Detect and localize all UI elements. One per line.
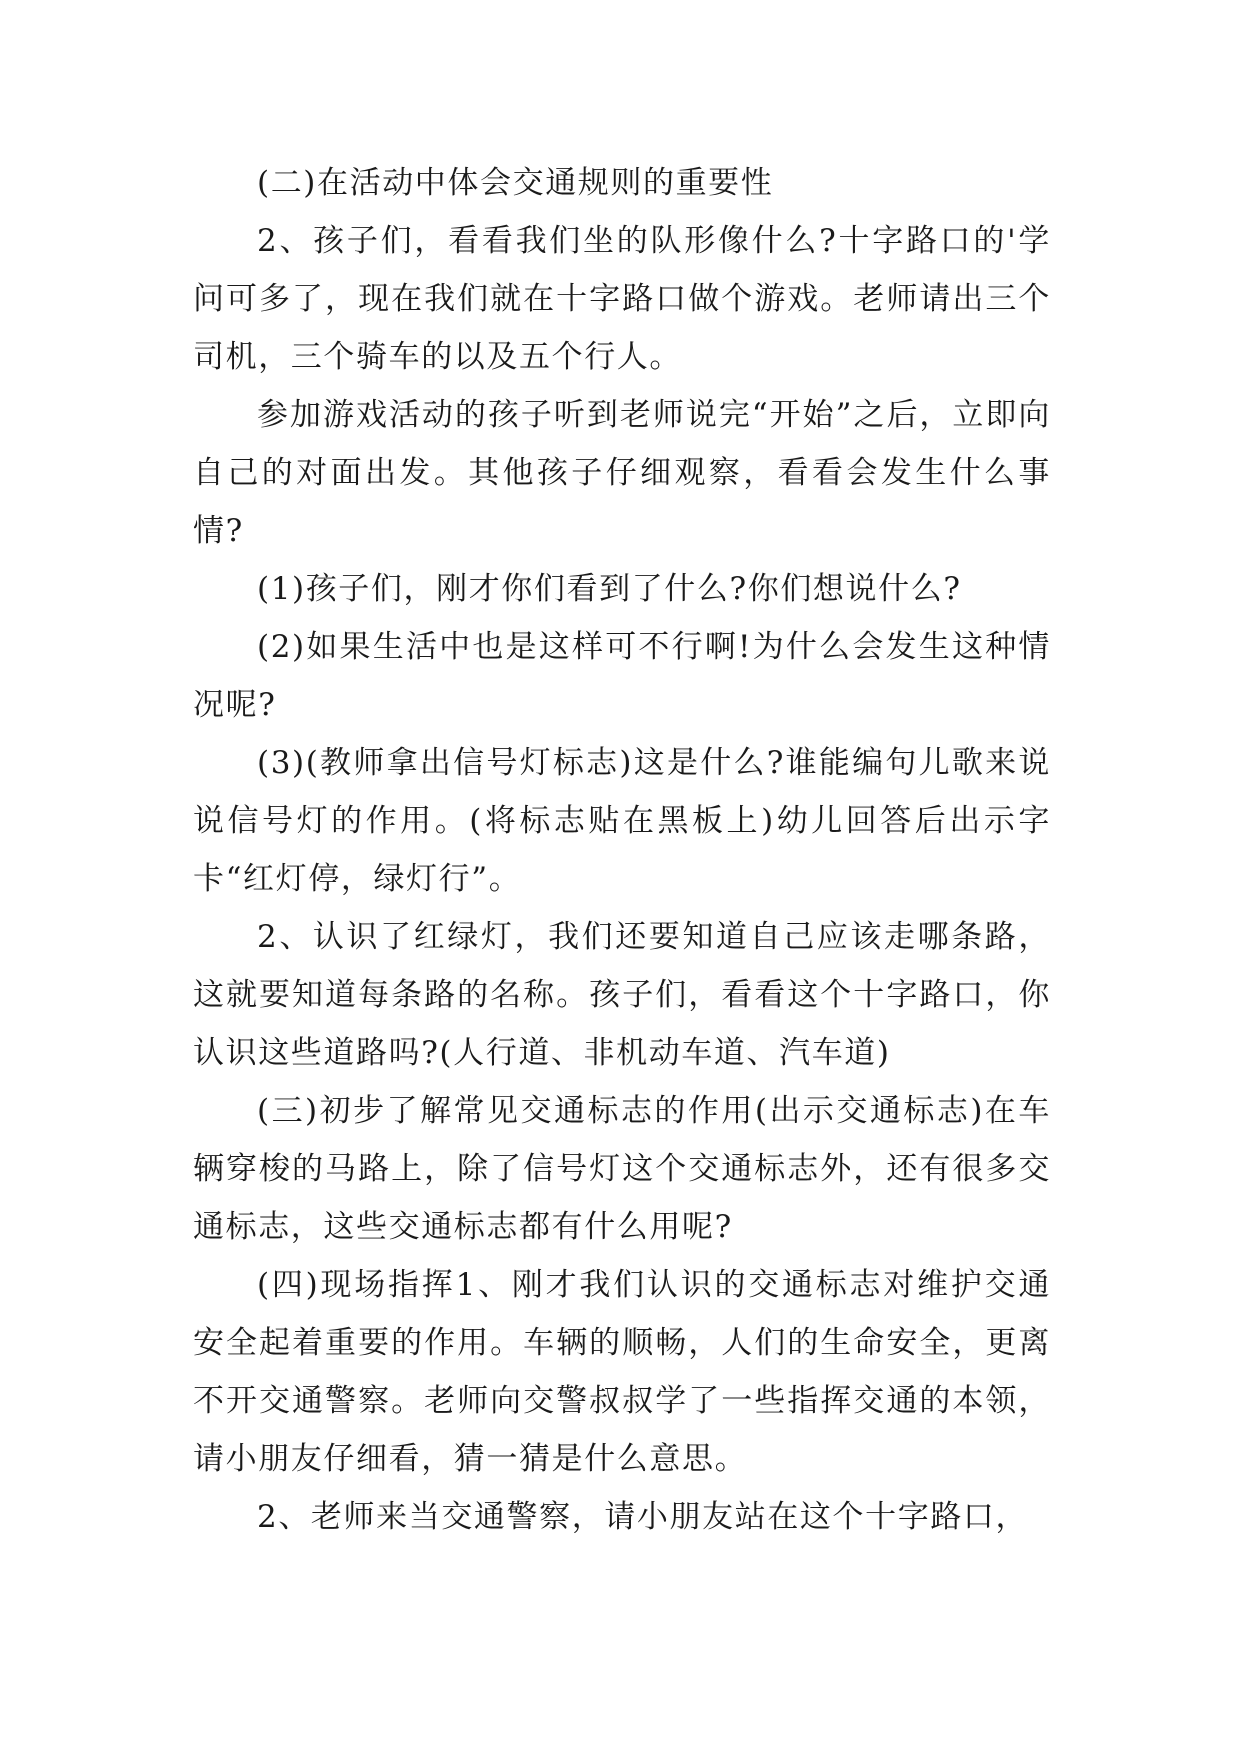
paragraph-teacher-police: 2、老师来当交通警察，请小朋友站在这个十字路口， [257,1499,1029,1535]
paragraph-crossroad-game: 2、孩子们，看看我们坐的队形像什么?十字路口的'学问可多了，现在我们就在十字路口做个游戏。老师请出三个司机，三个骑车的以及五个行人。 [193,223,1051,375]
paragraph-road-names: 2、认识了红绿灯，我们还要知道自己应该走哪条路，这就要知道每条路的名称。孩子们，看看这个十字路口，你认识这些道路吗?(人行道、非机动车道、汽车道) [193,919,1051,1071]
paragraph-question-2: (2)如果生活中也是这样可不行啊!为什么会发生这种情况呢? [193,629,1051,723]
paragraph-section-two-heading: (二)在活动中体会交通规则的重要性 [257,165,774,201]
document-body [193,154,1051,1546]
paragraph-section-four: (四)现场指挥1、刚才我们认识的交通标志对维护交通安全起着重要的作用。车辆的顺畅，人们的生命安全，更离不开交通警察。老师向交警叔叔学了一些指挥交通的本领，请小朋友仔细看，猜一猜是什么意思。 [193,1267,1051,1477]
paragraph-section-three: (三)初步了解常见交通标志的作用(出示交通标志)在车辆穿梭的马路上，除了信号灯这个交通标志外，还有很多交通标志，这些交通标志都有什么用呢? [193,1093,1051,1245]
paragraph-game-start: 参加游戏活动的孩子听到老师说完“开始”之后，立即向自己的对面出发。其他孩子仔细观察，看看会发生什么事情? [193,397,1051,549]
paragraph-question-3: (3)(教师拿出信号灯标志)这是什么?谁能编句儿歌来说说信号灯的作用。(将标志贴在黑板上)幼儿回答后出示字卡“红灯停，绿灯行”。 [193,745,1051,897]
paragraph-question-1: (1)孩子们，刚才你们看到了什么?你们想说什么? [257,571,962,607]
